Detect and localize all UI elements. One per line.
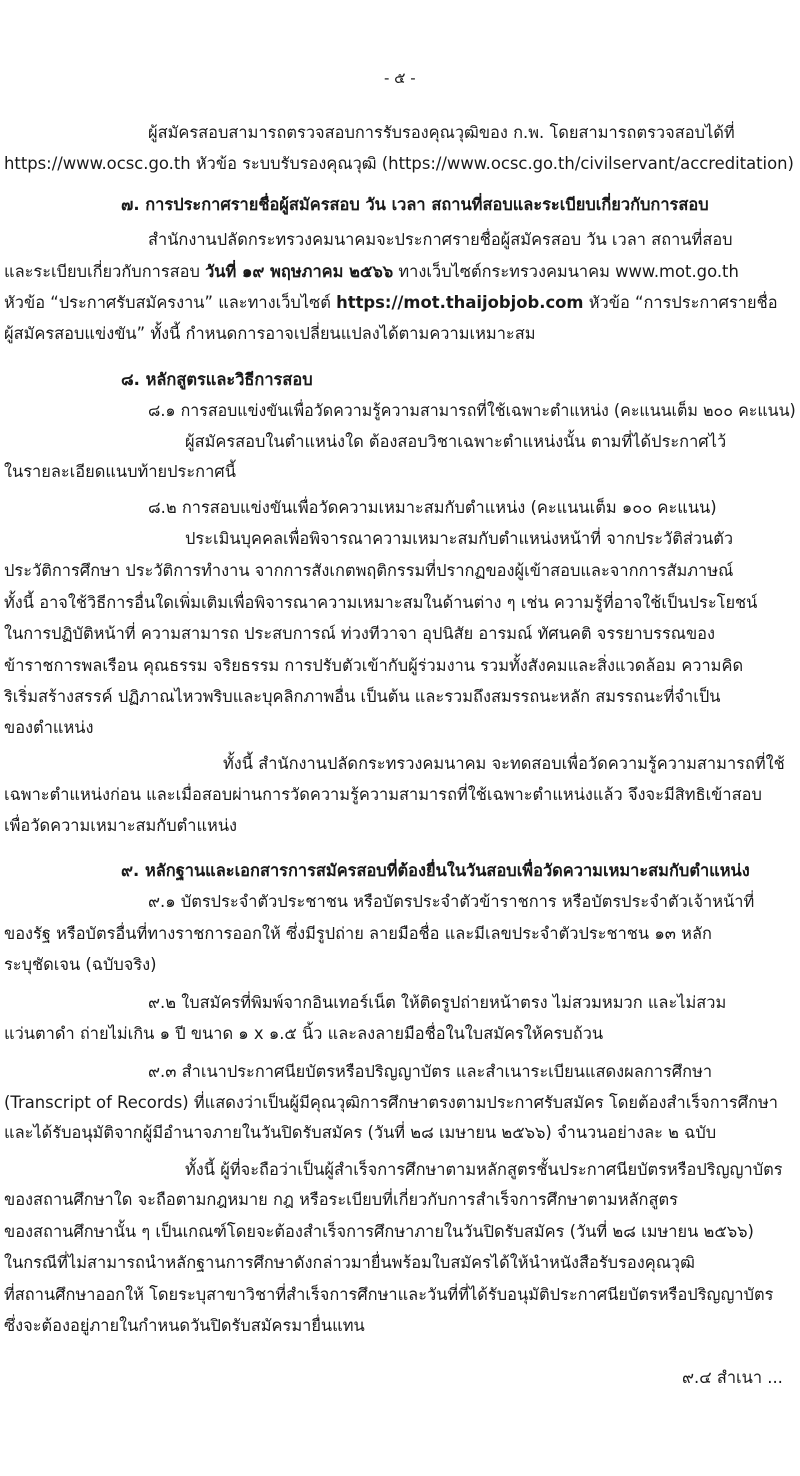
paragraph-line: ของสถานศึกษานั้น ๆ เป็นเกณฑ์โดยจะต้องสำเร็จการศึกษาภายในวันปิดรับสมัคร (วันที่ ๒๘ เมษายน ๒๕๖๖) — [4, 1222, 754, 1241]
paragraph-line: ระบุชัดเจน (ฉบับจริง) — [4, 955, 157, 974]
section-8-heading: ๘. หลักสูตรและวิธีการสอบ — [121, 370, 313, 389]
subsection-9-3: ๙.๓ สำเนาประกาศนียบัตรหรือปริญญาบัตร และสำเนาระเบียนแสดงผลการศึกษา — [148, 1062, 713, 1081]
paragraph-line: ซึ่งจะต้องอยู่ภายในกำหนดวันปิดรับสมัครมายื่นแทน — [4, 1316, 365, 1335]
paragraph-line: ของรัฐ หรือบัตรอื่นที่ทางราชการออกให้ ซึ่งมีรูปถ่าย ลายมือชื่อ และมีเลขประจำตัวประชาชน ๑๓ หลัก — [4, 924, 712, 943]
paragraph-line: ประวัติการศึกษา ประวัติการทำงาน จากการสังเกตพฤติกรรมที่ปรากฏของผู้เข้าสอบและจากการสัมภาษณ์ — [4, 561, 734, 580]
paragraph-line: เฉพาะตำแหน่งก่อน และเมื่อสอบผ่านการวัดความรู้ความสามารถที่ใช้เฉพาะตำแหน่งแล้ว จึงจะมีสิทธิเข้าสอบ — [4, 785, 762, 804]
text-run: หัวข้อ “การประกาศรายชื่อ — [583, 293, 778, 312]
paragraph-line: ทั้งนี้ ผู้ที่จะถือว่าเป็นผู้สำเร็จการศึกษาตามหลักสูตรชั้นประกาศนียบัตรหรือปริญญาบัตร — [185, 1160, 783, 1179]
paragraph-line: ในกรณีที่ไม่สามารถนำหลักฐานการศึกษาดังกล่าวมายื่นพร้อมใบสมัครได้ให้นำหนังสือรับรองคุณวุฒิ — [4, 1253, 695, 1272]
website-url: https://mot.thaijobjob.com — [336, 293, 584, 312]
paragraph-line: ทั้งนี้ สำนักงานปลัดกระทรวงคมนาคม จะทดสอบเพื่อวัดความรู้ความสามารถที่ใช้ — [223, 754, 785, 773]
text-run: และระเบียบเกี่ยวกับการสอบ — [4, 262, 206, 281]
announcement-date: วันที่ ๑๙ พฤษภาคม ๒๕๖๖ — [205, 262, 394, 281]
subsection-8-1-heading: ๘.๑ การสอบแข่งขันเพื่อวัดความรู้ความสามารถที่ใช้เฉพาะตำแหน่ง (คะแนนเต็ม ๒๐๐ คะแนน) — [148, 401, 796, 420]
paragraph-line: ประเมินบุคคลเพื่อพิจารณาความเหมาะสมกับตำแหน่งหน้าที่ จากประวัติส่วนตัว — [185, 529, 734, 548]
paragraph-line: และได้รับอนุมัติจากผู้มีอำนาจภายในวันปิดรับสมัคร (วันที่ ๒๘ เมษายน ๒๕๖๖) จำนวนอย่างละ ๒ ฉบับ — [4, 1123, 717, 1142]
paragraph-line — [4, 291, 778, 315]
paragraph-line: ข้าราชการพลเรือน คุณธรรม จริยธรรม การปรับตัวเข้ากับผู้ร่วมงาน รวมทั้งสังคมและสิ่งแวดล้อม ความคิด — [4, 656, 744, 675]
text-run: ทางเว็บไซต์กระทรวงคมนาคม www.mot.go.th — [393, 262, 739, 281]
paragraph-line: ริเริ่มสร้างสรรค์ ปฏิภาณไหวพริบและบุคลิกภาพอื่น เป็นต้น และรวมถึงสมรรถนะหลัก สมรรถนะที่จำเป็น — [4, 687, 721, 706]
paragraph-line: ผู้สมัครสอบแข่งขัน” ทั้งนี้ กำหนดการอาจเปลี่ยนแปลงได้ตามความเหมาะสม — [4, 324, 536, 343]
paragraph-line: เพื่อวัดความเหมาะสมกับตำแหน่ง — [4, 816, 238, 835]
section-7-heading: ๗. การประกาศรายชื่อผู้สมัครสอบ วัน เวลา สถานที่สอบและระเบียบเกี่ยวกับการสอบ — [121, 195, 709, 214]
paragraph-line: ของสถานศึกษาใด จะถือตามกฎหมาย กฎ หรือระเบียบที่เกี่ยวกับการสำเร็จการศึกษาตามหลักสูตร — [4, 1190, 678, 1209]
section-9-heading: ๙. หลักฐานและเอกสารการสมัครสอบที่ต้องยื่นในวันสอบเพื่อวัดความเหมาะสมกับตำแหน่ง — [121, 861, 750, 880]
paragraph-line: ในการปฏิบัติหน้าที่ ความสามารถ ประสบการณ์ ท่วงทีวาจา อุปนิสัย อารมณ์ ทัศนคติ จรรยาบรรณของ — [4, 624, 716, 643]
page-number: - ๕ - — [384, 69, 416, 87]
paragraph-line: ของตำแหน่ง — [4, 718, 94, 737]
paragraph-line: (Transcript of Records) ที่แสดงว่าเป็นผู้มีคุณวุฒิการศึกษาตรงตามประกาศรับสมัคร โดยต้องสำเร็จการศึกษา — [4, 1093, 778, 1112]
subsection-9-1: ๙.๑ บัตรประจำตัวประชาชน หรือบัตรประจำตัวข้าราชการ หรือบัตรประจำตัวเจ้าหน้าที่ — [148, 892, 755, 911]
paragraph-line: ในรายละเอียดแนบท้ายประกาศนี้ — [4, 462, 236, 481]
continuation-marker: ๙.๔ สำเนา ... — [682, 1368, 783, 1387]
subsection-8-2-heading: ๘.๒ การสอบแข่งขันเพื่อวัดความเหมาะสมกับตำแหน่ง (คะแนนเต็ม ๑๐๐ คะแนน) — [148, 498, 717, 517]
paragraph-line: https://www.ocsc.go.th หัวข้อ ระบบรับรองคุณวุฒิ (https://www.ocsc.go.th/civilservant/accreditation) — [4, 154, 794, 173]
paragraph-line: ที่สถานศึกษาออกให้ โดยระบุสาขาวิชาที่สำเร็จการศึกษาและวันที่ที่ได้รับอนุมัติประกาศนียบัตรหรือปริญญาบัตร — [4, 1285, 774, 1304]
paragraph-line: ผู้สมัครสอบสามารถตรวจสอบการรับรองคุณวุฒิของ ก.พ. โดยสามารถตรวจสอบได้ที่ — [148, 123, 735, 142]
paragraph-line — [4, 260, 739, 284]
paragraph-line: ผู้สมัครสอบในตำแหน่งใด ต้องสอบวิชาเฉพาะตำแหน่งนั้น ตามที่ได้ประกาศไว้ — [185, 432, 727, 451]
subsection-9-2: ๙.๒ ใบสมัครที่พิมพ์จากอินเทอร์เน็ต ให้ติดรูปถ่ายหน้าตรง ไม่สวมหมวก และไม่สวม — [148, 993, 727, 1012]
paragraph-line: แว่นตาดำ ถ่ายไม่เกิน ๑ ปี ขนาด ๑ x ๑.๕ นิ้ว และลงลายมือชื่อในใบสมัครให้ครบถ้วน — [4, 1024, 604, 1043]
paragraph-line: ทั้งนี้ อาจใช้วิธีการอื่นใดเพิ่มเติมเพื่อพิจารณาความเหมาะสมในด้านต่าง ๆ เช่น ความรู้ที่อาจใช้เป็นประโยชน์ — [4, 593, 758, 612]
text-run: หัวข้อ “ประกาศรับสมัครงาน” และทางเว็บไซต์ — [4, 293, 337, 312]
paragraph-line: สำนักงานปลัดกระทรวงคมนาคมจะประกาศรายชื่อผู้สมัครสอบ วัน เวลา สถานที่สอบ — [148, 230, 733, 249]
